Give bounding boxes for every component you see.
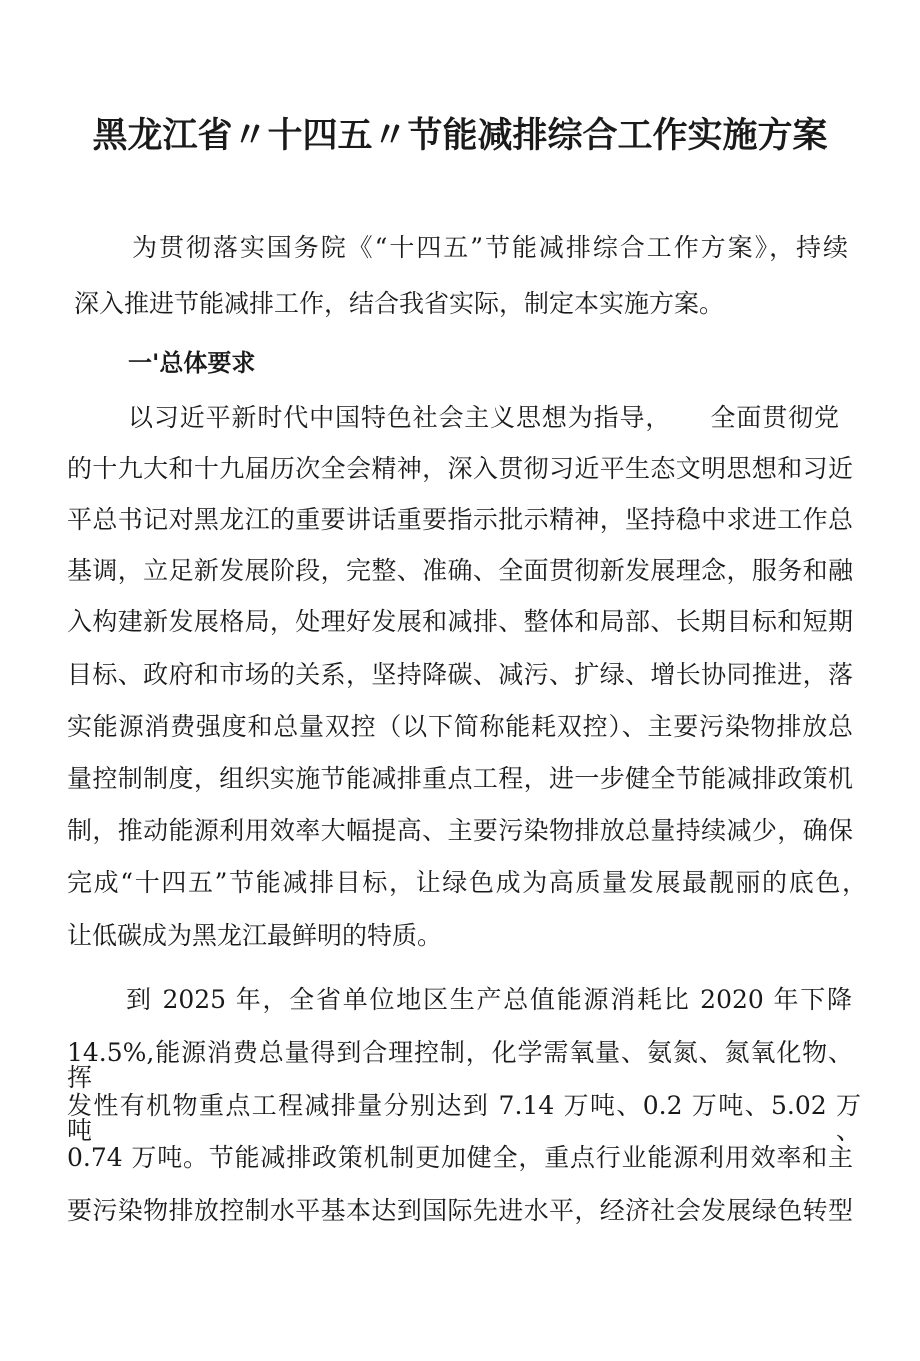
para1-line-4: 基调，立足新发展阶段，完整、准确、全面贯彻新发展理念，服务和融 [67,556,853,585]
para1-line-9: 制，推动能源利用效率大幅提高、主要污染物排放总量持续减少，确保 [67,816,853,845]
para1-line-7: 实能源消费强度和总量双控（以下简称能耗双控）、主要污染物排放总 [67,712,853,741]
intro-line-2: 深入推进节能减排工作，结合我省实际，制定本实施方案。 [74,289,725,318]
para1-line-8: 量控制制度，组织实施节能减排重点工程，进一步健全节能减排政策机 [67,764,853,793]
para2-line-4: 0.74 万吨。节能减排政策机制更加健全，重点行业能源利用效率和主 [67,1143,853,1172]
para1-line-11: 让低碳成为黑龙江最鲜明的特质。 [67,921,443,950]
intro-line-1: 为贯彻落实国务院《“十四五”节能减排综合工作方案》，持续 [132,233,848,262]
section-heading: 一'总体要求 [128,349,256,377]
document-title: 黑龙江省〃十四五〃节能减排综合工作实施方案 [92,116,828,156]
para1-line-5: 入构建新发展格局，处理好发展和减排、整体和局部、长期目标和短期 [67,607,853,636]
para1-line-2: 的十九大和十九届历次全会精神，深入贯彻习近平生态文明思想和习近 [67,454,853,483]
para1-line-10: 完成“十四五”节能减排目标，让绿色成为高质量发展最靓丽的底色， [67,868,867,897]
para1-line-3: 平总书记对黑龙江的重要讲话重要指示批示精神，坚持稳中求进工作总 [67,505,853,534]
para2-line-5: 要污染物排放控制水平基本达到国际先进水平，经济社会发展绿色转型 [67,1196,853,1225]
para1-line-1: 以习近平新时代中国特色社会主义思想为指导， 全面贯彻党 [128,403,839,432]
para2-line-1: 到 2025 年，全省单位地区生产总值能源消耗比 2020 年下降 [126,985,852,1014]
para2-line-3: 发性有机物重点工程减排量分别达到 7.14 万吨、0.2 万吨、5.02 万吨、 [67,1091,861,1145]
para1-line-6: 目标、政府和市场的关系，坚持降碳、减污、扩绿、增长协同推进，落 [67,660,853,689]
para2-line-2: 14.5%,能源消费总量得到合理控制，化学需氧量、氨氮、氮氧化物、挥 [67,1038,853,1092]
